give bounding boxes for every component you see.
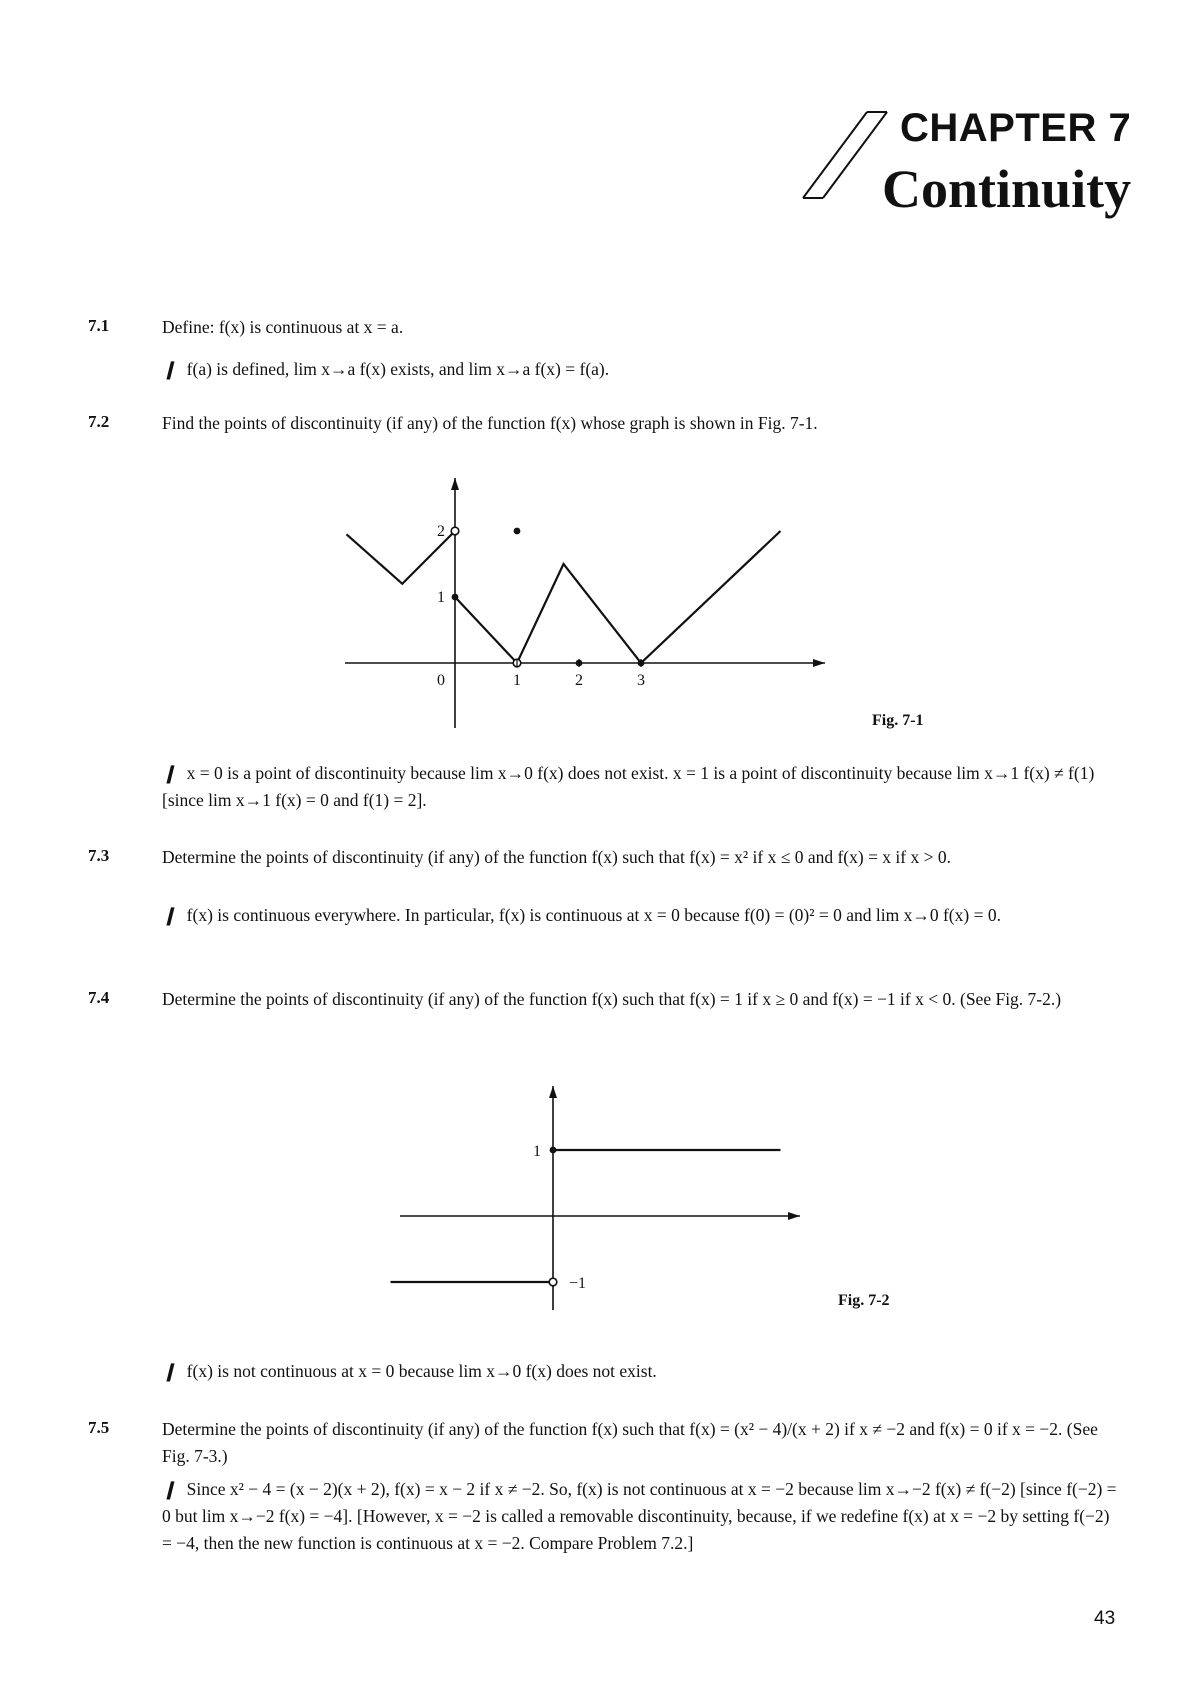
answer-text: Since x² − 4 = (x − 2)(x + 2), f(x) = x − 2 if x ≠ −2. So, f(x) is not continuous at x = −2 because lim x→−2 f(x) ≠ f(−2) [since f(−2) = 0 but lim x→−2 f(x) = −4]. [However, x = −2 is called a removable discontinuity, because, if we redefine f(x) at x = −2 by setting f(−2) = −4, then the new function is continuous at x = −2. Compare Problem 7.2.] — [162, 1479, 1117, 1553]
filled-point — [514, 528, 521, 535]
answer-text: f(x) is not continuous at x = 0 because lim x→0 f(x) does not exist. — [186, 1361, 657, 1381]
chapter-title: Continuity — [882, 159, 1132, 219]
open-point — [549, 1278, 557, 1286]
chapter-label: CHAPTER 7 — [900, 106, 1132, 150]
figure-7-1-graph — [345, 478, 825, 728]
problem-question: Find the points of discontinuity (if any) of the function f(x) whose graph is shown in Fig. 7-1. — [162, 413, 818, 433]
problem-answer — [162, 902, 1122, 929]
figure-7-1 — [330, 470, 870, 738]
filled-point — [550, 1147, 557, 1154]
problem-answer — [162, 760, 1122, 814]
problem-number: 7.2 — [88, 412, 110, 431]
figure-7-2-graph — [391, 1086, 801, 1310]
open-point — [451, 527, 459, 535]
problem-question: Determine the points of discontinuity (if any) of the function f(x) such that f(x) = x² if x ≤ 0 and f(x) = x if x > 0. — [162, 847, 951, 867]
x-axis-arrow — [788, 1212, 800, 1220]
filled-point — [452, 594, 459, 601]
problem-answer — [162, 1358, 1122, 1385]
answer-mark-icon: ❙ — [162, 905, 177, 925]
problem-question: Determine the points of discontinuity (if any) of the function f(x) such that f(x) = (x² − 4)/(x + 2) if x ≠ −2 and f(x) = 0 if x = −2. (See Fig. 7-3.) — [162, 1419, 1098, 1466]
x-tick-label: 3 — [637, 672, 645, 689]
problem-number: 7.1 — [88, 316, 110, 335]
answer-text: f(x) is continuous everywhere. In particular, f(x) is continuous at x = 0 because f(0) = (0)² = 0 and lim x→0 f(x) = 0. — [186, 905, 1001, 925]
problem-question: Determine the points of discontinuity (if any) of the function f(x) such that f(x) = 1 if x ≥ 0 and f(x) = −1 if x < 0. (See Fig. 7-2.) — [162, 989, 1062, 1009]
answer-text: x = 0 is a point of discontinuity because lim x→0 f(x) does not exist. x = 1 is a point of discontinuity because lim x→1 f(x) ≠ f(1) [since lim x→1 f(x) = 0 and f(1) = 2]. — [162, 763, 1095, 810]
answer-mark-icon: ❙ — [162, 1479, 177, 1499]
answer-mark-icon: ❙ — [162, 763, 177, 783]
x-tick-label: 0 — [437, 672, 445, 689]
x-tick-label: 1 — [513, 672, 521, 689]
figure-7-2-caption: Fig. 7-2 — [838, 1292, 890, 1309]
problem-number: 7.3 — [88, 846, 110, 865]
problem-answer — [162, 356, 1122, 383]
answer-mark-icon: ❙ — [162, 1361, 177, 1381]
problem-question: Define: f(x) is continuous at x = a. — [162, 317, 404, 337]
answer-mark-icon: ❙ — [162, 359, 177, 379]
y-label: 1 — [533, 1143, 541, 1160]
answer-text: f(a) is defined, lim x→a f(x) exists, and lim x→a f(x) = f(a). — [186, 359, 610, 379]
figure-7-2 — [360, 1078, 840, 1318]
y-axis-arrow — [451, 478, 459, 490]
problem-number: 7.4 — [88, 988, 110, 1007]
y-axis-arrow — [549, 1086, 557, 1098]
problem-answer — [162, 1476, 1122, 1557]
x-tick-label: 2 — [575, 672, 583, 689]
y-tick-label: 2 — [437, 523, 445, 540]
x-axis-arrow — [813, 659, 825, 667]
y-label: −1 — [569, 1275, 587, 1292]
chapter-slash-ornament — [795, 106, 890, 204]
page-number: 43 — [1094, 1608, 1116, 1629]
figure-7-1-caption: Fig. 7-1 — [872, 712, 924, 729]
y-tick-label: 1 — [437, 589, 445, 606]
series-line-2 — [455, 531, 781, 663]
problem-number: 7.5 — [88, 1418, 110, 1437]
